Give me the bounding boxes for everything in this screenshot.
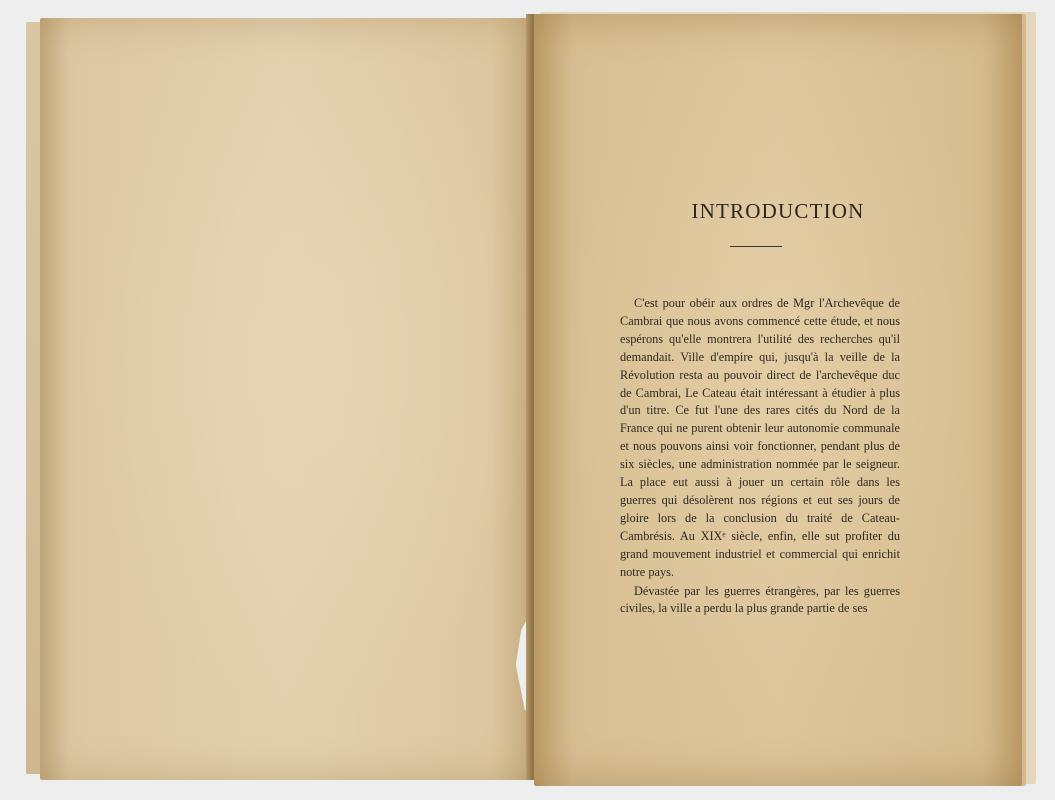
chapter-title: INTRODUCTION: [691, 199, 865, 223]
title-divider: [730, 246, 782, 247]
paragraph-1: C'est pour obéir aux ordres de Mgr l'Archevêque de Cambrai que nous avons commencé cette étude, et nous espérons qu'elle montrera l'utilité des recherches qu'il demandait. Ville d'empire qui, jusqu'à la veille de la Révolution resta au pouvoir direct de l'archevêque duc de Cambrai, Le Cateau était intéressant à étudier à plus d'un titre. Ce fut l'une des rares cités du Nord de la France qui ne purent obtenir leur autonomie communale et nous pouvons ainsi voir fonctionner, pendant plus de six siècles, une administration nommée par le seigneur. La place eut aussi à jouer un certain rôle dans les guerres qui désolèrent nos régions et eut ses jours de gloire lors de la conclusion du traité de Cateau-Cambrésis. Au XIXᵉ siècle, enfin, elle sut profiter du grand mouvement industriel et commercial qui enrichit notre pays.: [620, 296, 900, 579]
right-text-page: [534, 14, 1022, 786]
left-blank-page: [40, 18, 532, 780]
body-text: [620, 295, 900, 618]
paragraph-2: Dévastée par les guerres étrangères, par les guerres civiles, la ville a perdu la plus grande partie de ses: [620, 583, 900, 616]
